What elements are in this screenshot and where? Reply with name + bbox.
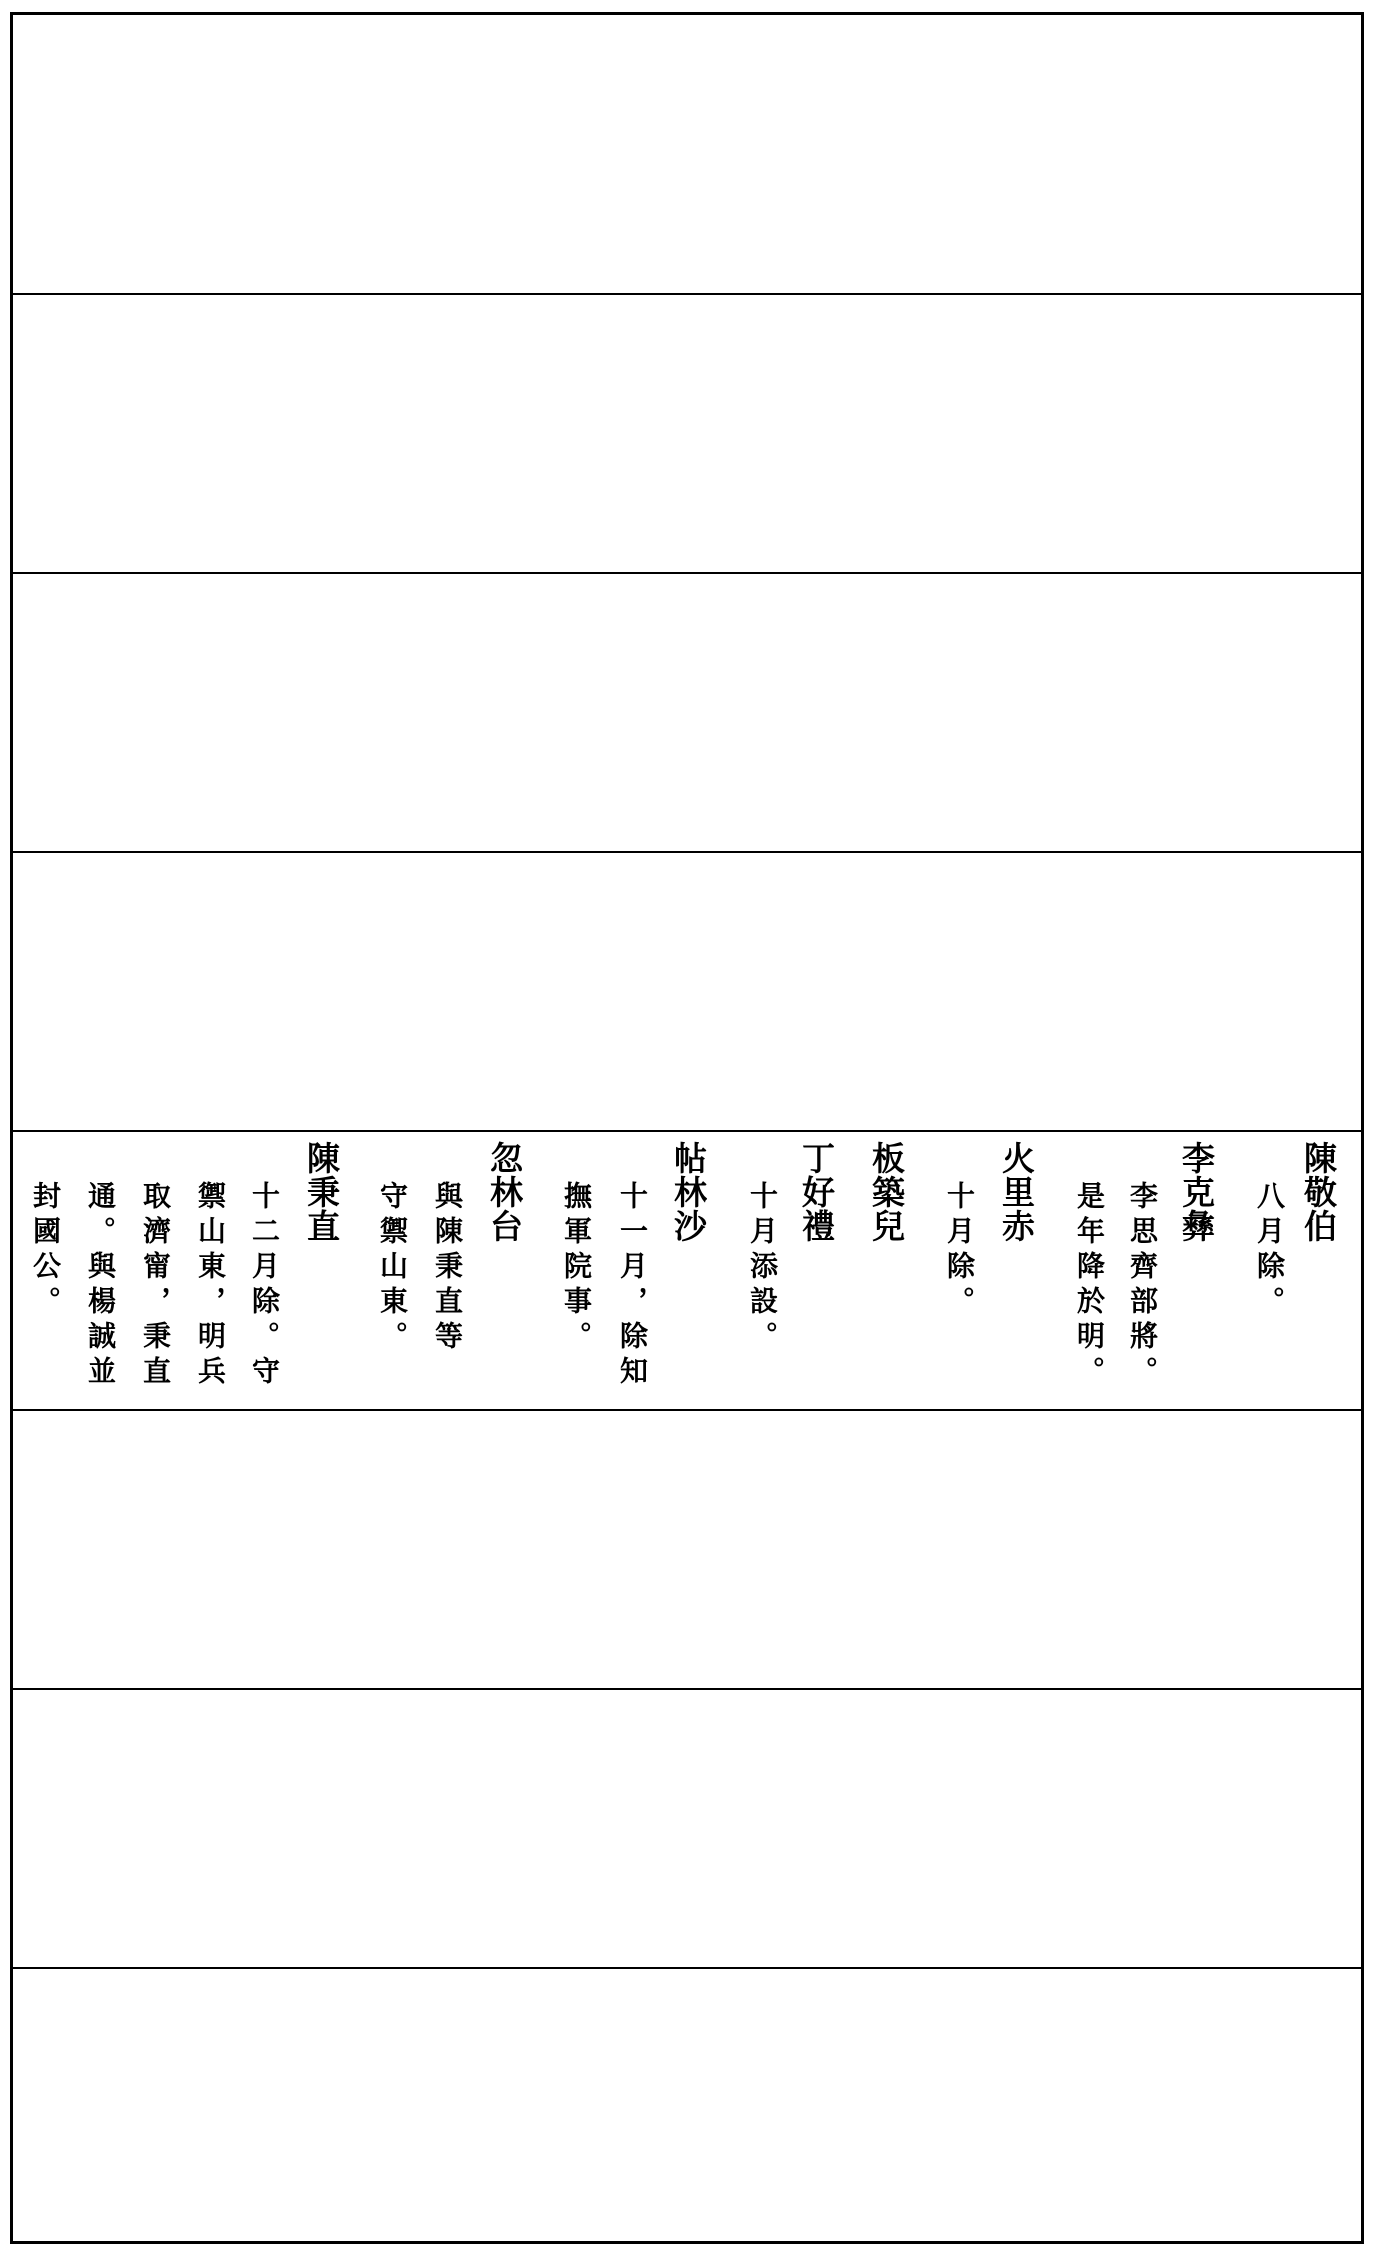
entry-note: 撫軍院事。 xyxy=(560,1181,593,1356)
entry-note: 十月除。 xyxy=(943,1181,976,1321)
entry-note: 與陳秉直等 xyxy=(431,1181,464,1356)
entry-note: 十月添設。 xyxy=(746,1181,779,1356)
entry-note: 是年降於明。 xyxy=(1073,1181,1106,1391)
entry-note: 禦山東，明兵 xyxy=(194,1181,227,1391)
row-divider xyxy=(13,293,1361,295)
entry-name: 丁好禮 xyxy=(797,1141,836,1243)
entry-name: 李克彝 xyxy=(1177,1141,1216,1243)
row-divider xyxy=(13,1967,1361,1969)
row-divider xyxy=(13,572,1361,574)
entry-note: 李思齊部將。 xyxy=(1126,1181,1159,1391)
entry-note: 八月除。 xyxy=(1253,1181,1286,1321)
entry-note: 守禦山東。 xyxy=(376,1181,409,1356)
entry-name: 火里赤 xyxy=(997,1141,1036,1243)
entry-name: 板築兒 xyxy=(867,1141,906,1243)
entry-note: 通。與楊誠並 xyxy=(84,1181,117,1391)
entry-name: 帖林沙 xyxy=(669,1141,708,1243)
entry-name: 忽林台 xyxy=(485,1141,524,1243)
entry-name: 陳敬伯 xyxy=(1299,1141,1338,1243)
entries-row xyxy=(0,1125,1374,1405)
entry-note: 十二月除。守 xyxy=(248,1181,281,1391)
entry-note: 封國公。 xyxy=(29,1181,62,1321)
row-divider xyxy=(13,1688,1361,1690)
entry-note: 十一月，除知 xyxy=(616,1181,649,1391)
row-divider xyxy=(13,851,1361,853)
entry-note: 取濟甯，秉直 xyxy=(139,1181,172,1391)
row-divider xyxy=(13,1409,1361,1411)
entry-name: 陳秉直 xyxy=(302,1141,341,1243)
